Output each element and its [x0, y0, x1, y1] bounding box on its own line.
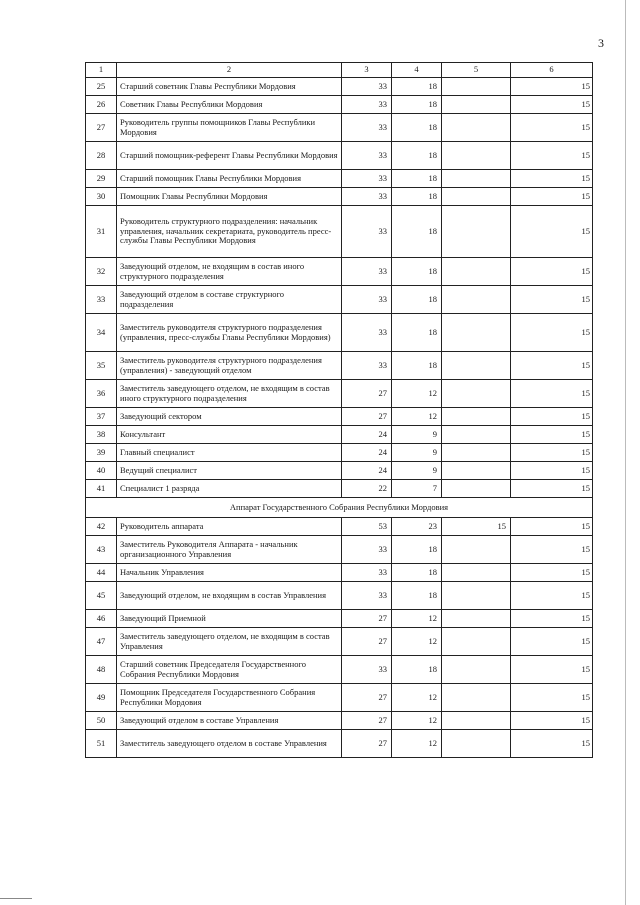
row-title: Помощник Председателя Государственного Собрания Республики Мордовия: [117, 684, 342, 712]
row-col5-value: [442, 142, 511, 170]
table-row: [86, 518, 593, 536]
row-title: Заместитель Руководителя Аппарата - начальник организационного Управления: [117, 536, 342, 564]
table-row: [86, 564, 593, 582]
row-col6-value: 15: [511, 582, 593, 610]
row-col6-value: 15: [511, 656, 593, 684]
row-col6-value: 15: [511, 564, 593, 582]
row-col5-value: [442, 582, 511, 610]
row-col6-value: 15: [511, 408, 593, 426]
table-row: [86, 314, 593, 352]
table-row: [86, 78, 593, 96]
row-col4-value: 18: [392, 114, 442, 142]
row-col3-value: 33: [342, 314, 392, 352]
row-col6-value: 15: [511, 286, 593, 314]
row-col4-value: 18: [392, 170, 442, 188]
row-col3-value: 33: [342, 258, 392, 286]
row-number: 26: [86, 96, 117, 114]
row-title: Заместитель руководителя структурного подразделения (управления) - заведующий отделом: [117, 352, 342, 380]
row-number: 45: [86, 582, 117, 610]
row-title: Старший советник Главы Республики Мордовия: [117, 78, 342, 96]
row-number: 36: [86, 380, 117, 408]
header-cell-4: 4: [392, 63, 442, 78]
footer-rule: [0, 898, 32, 899]
row-col4-value: 18: [392, 352, 442, 380]
row-col6-value: 15: [511, 518, 593, 536]
row-col4-value: 18: [392, 142, 442, 170]
row-col5-value: [442, 170, 511, 188]
row-col6-value: 15: [511, 628, 593, 656]
row-col5-value: [442, 188, 511, 206]
row-col4-value: 18: [392, 582, 442, 610]
row-col6-value: 15: [511, 380, 593, 408]
header-cell-2: 2: [117, 63, 342, 78]
table-row: [86, 258, 593, 286]
row-title: Заведующий сектором: [117, 408, 342, 426]
row-col5-value: [442, 78, 511, 96]
row-col3-value: 24: [342, 426, 392, 444]
row-col6-value: 15: [511, 730, 593, 758]
row-title: Помощник Главы Республики Мордовия: [117, 188, 342, 206]
row-col3-value: 24: [342, 462, 392, 480]
table-row: [86, 610, 593, 628]
table-header-row: [86, 63, 593, 78]
row-col3-value: 33: [342, 188, 392, 206]
row-number: 31: [86, 206, 117, 258]
row-col5-value: [442, 712, 511, 730]
row-col5-value: [442, 286, 511, 314]
row-col5-value: [442, 628, 511, 656]
row-number: 33: [86, 286, 117, 314]
row-col5-value: [442, 258, 511, 286]
row-col4-value: 7: [392, 480, 442, 498]
row-col3-value: 33: [342, 352, 392, 380]
table-row: [86, 628, 593, 656]
row-col3-value: 33: [342, 564, 392, 582]
row-col5-value: [442, 536, 511, 564]
row-col6-value: 15: [511, 712, 593, 730]
row-number: 47: [86, 628, 117, 656]
row-col5-value: [442, 444, 511, 462]
row-title: Ведущий специалист: [117, 462, 342, 480]
row-col6-value: 15: [511, 536, 593, 564]
row-col5-value: 15: [442, 518, 511, 536]
row-col5-value: [442, 380, 511, 408]
table-row: [86, 188, 593, 206]
row-number: 51: [86, 730, 117, 758]
row-title: Консультант: [117, 426, 342, 444]
row-col4-value: 12: [392, 684, 442, 712]
row-title: Заместитель руководителя структурного подразделения (управления, пресс-службы Главы Республики Мордовия): [117, 314, 342, 352]
row-col4-value: 18: [392, 188, 442, 206]
row-col4-value: 12: [392, 380, 442, 408]
row-col4-value: 9: [392, 444, 442, 462]
row-col3-value: 22: [342, 480, 392, 498]
row-col4-value: 9: [392, 462, 442, 480]
row-col3-value: 33: [342, 96, 392, 114]
row-col4-value: 18: [392, 206, 442, 258]
header-cell-1: 1: [86, 63, 117, 78]
row-title: Руководитель группы помощников Главы Республики Мордовия: [117, 114, 342, 142]
table-row: [86, 444, 593, 462]
row-number: 35: [86, 352, 117, 380]
row-number: 27: [86, 114, 117, 142]
row-title: Заведующий отделом в составе Управления: [117, 712, 342, 730]
row-title: Главный специалист: [117, 444, 342, 462]
row-number: 28: [86, 142, 117, 170]
row-col4-value: 18: [392, 536, 442, 564]
row-title: Заместитель заведующего отделом в составе Управления: [117, 730, 342, 758]
row-col3-value: 53: [342, 518, 392, 536]
row-number: 50: [86, 712, 117, 730]
row-title: Старший помощник Главы Республики Мордовия: [117, 170, 342, 188]
row-title: Старший советник Председателя Государственного Собрания Республики Мордовия: [117, 656, 342, 684]
row-col4-value: 12: [392, 712, 442, 730]
salary-table: [85, 62, 593, 758]
row-col3-value: 33: [342, 114, 392, 142]
row-col3-value: 27: [342, 628, 392, 656]
row-col3-value: 33: [342, 78, 392, 96]
table-row: [86, 142, 593, 170]
table-row: [86, 684, 593, 712]
row-number: 39: [86, 444, 117, 462]
table-row: [86, 426, 593, 444]
row-number: 41: [86, 480, 117, 498]
row-col6-value: 15: [511, 426, 593, 444]
table-row: [86, 352, 593, 380]
table-row: [86, 536, 593, 564]
row-col6-value: 15: [511, 188, 593, 206]
row-col6-value: 15: [511, 462, 593, 480]
row-number: 43: [86, 536, 117, 564]
row-title: Заместитель заведующего отделом, не входящим в состав Управления: [117, 628, 342, 656]
table-row: [86, 462, 593, 480]
row-number: 48: [86, 656, 117, 684]
row-col4-value: 12: [392, 408, 442, 426]
row-col5-value: [442, 426, 511, 444]
header-cell-5: 5: [442, 63, 511, 78]
row-col5-value: [442, 206, 511, 258]
row-number: 40: [86, 462, 117, 480]
table-row: [86, 656, 593, 684]
row-col6-value: 15: [511, 480, 593, 498]
table-row: [86, 380, 593, 408]
row-title: Заведующий отделом в составе структурного подразделения: [117, 286, 342, 314]
row-col3-value: 33: [342, 170, 392, 188]
table-row: [86, 96, 593, 114]
row-number: 38: [86, 426, 117, 444]
row-col3-value: 27: [342, 610, 392, 628]
row-col3-value: 33: [342, 206, 392, 258]
section-title: Аппарат Государственного Собрания Республики Мордовия: [86, 498, 593, 518]
row-title: Заведующий отделом, не входящим в состав иного структурного подразделения: [117, 258, 342, 286]
row-title: Советник Главы Республики Мордовия: [117, 96, 342, 114]
row-col5-value: [442, 730, 511, 758]
section-row: [86, 498, 593, 518]
row-col4-value: 12: [392, 628, 442, 656]
row-col5-value: [442, 462, 511, 480]
table-row: [86, 712, 593, 730]
row-col6-value: 15: [511, 170, 593, 188]
row-col6-value: 15: [511, 314, 593, 352]
page-edge-line: [625, 0, 626, 905]
table-row: [86, 286, 593, 314]
row-col3-value: 33: [342, 582, 392, 610]
row-title: Руководитель аппарата: [117, 518, 342, 536]
row-col3-value: 33: [342, 536, 392, 564]
row-col5-value: [442, 684, 511, 712]
row-col3-value: 33: [342, 286, 392, 314]
row-col6-value: 15: [511, 78, 593, 96]
row-col4-value: 12: [392, 730, 442, 758]
row-title: Начальник Управления: [117, 564, 342, 582]
table-row: [86, 170, 593, 188]
row-title: Заведующий отделом, не входящим в состав Управления: [117, 582, 342, 610]
row-col4-value: 18: [392, 656, 442, 684]
row-col3-value: 27: [342, 684, 392, 712]
row-number: 29: [86, 170, 117, 188]
row-number: 46: [86, 610, 117, 628]
row-col5-value: [442, 352, 511, 380]
row-col5-value: [442, 408, 511, 426]
row-col5-value: [442, 656, 511, 684]
row-col6-value: 15: [511, 684, 593, 712]
table-row: [86, 480, 593, 498]
row-col4-value: 18: [392, 96, 442, 114]
row-number: 25: [86, 78, 117, 96]
row-number: 42: [86, 518, 117, 536]
row-title: Заместитель заведующего отделом, не входящим в состав иного структурного подразделения: [117, 380, 342, 408]
row-number: 37: [86, 408, 117, 426]
row-number: 32: [86, 258, 117, 286]
row-col3-value: 27: [342, 730, 392, 758]
row-col3-value: 33: [342, 142, 392, 170]
table-row: [86, 730, 593, 758]
row-number: 34: [86, 314, 117, 352]
table-row: [86, 206, 593, 258]
row-col3-value: 24: [342, 444, 392, 462]
row-col4-value: 18: [392, 564, 442, 582]
row-title: Руководитель структурного подразделения: начальник управления, начальник секретариата, руководитель пресс-службы Главы Республики Мордовия: [117, 206, 342, 258]
row-col4-value: 23: [392, 518, 442, 536]
page-number: 3: [598, 36, 604, 50]
row-col4-value: 18: [392, 286, 442, 314]
header-cell-6: 6: [511, 63, 593, 78]
row-col5-value: [442, 314, 511, 352]
row-col5-value: [442, 114, 511, 142]
row-col4-value: 12: [392, 610, 442, 628]
table-row: [86, 582, 593, 610]
row-col4-value: 18: [392, 78, 442, 96]
row-col3-value: 27: [342, 408, 392, 426]
row-col3-value: 27: [342, 712, 392, 730]
row-col5-value: [442, 480, 511, 498]
row-col3-value: 27: [342, 380, 392, 408]
row-col6-value: 15: [511, 96, 593, 114]
row-col6-value: 15: [511, 258, 593, 286]
row-col6-value: 15: [511, 142, 593, 170]
row-col6-value: 15: [511, 610, 593, 628]
row-number: 30: [86, 188, 117, 206]
table-row: [86, 114, 593, 142]
row-col6-value: 15: [511, 352, 593, 380]
row-col3-value: 33: [342, 656, 392, 684]
row-col6-value: 15: [511, 206, 593, 258]
row-number: 49: [86, 684, 117, 712]
row-title: Специалист 1 разряда: [117, 480, 342, 498]
table-row: [86, 408, 593, 426]
row-col4-value: 18: [392, 314, 442, 352]
row-col6-value: 15: [511, 444, 593, 462]
row-title: Заведующий Приемной: [117, 610, 342, 628]
row-col4-value: 9: [392, 426, 442, 444]
row-col4-value: 18: [392, 258, 442, 286]
row-col5-value: [442, 564, 511, 582]
row-number: 44: [86, 564, 117, 582]
row-col5-value: [442, 96, 511, 114]
header-cell-3: 3: [342, 63, 392, 78]
row-col5-value: [442, 610, 511, 628]
row-title: Старший помощник-референт Главы Республики Мордовия: [117, 142, 342, 170]
row-col6-value: 15: [511, 114, 593, 142]
